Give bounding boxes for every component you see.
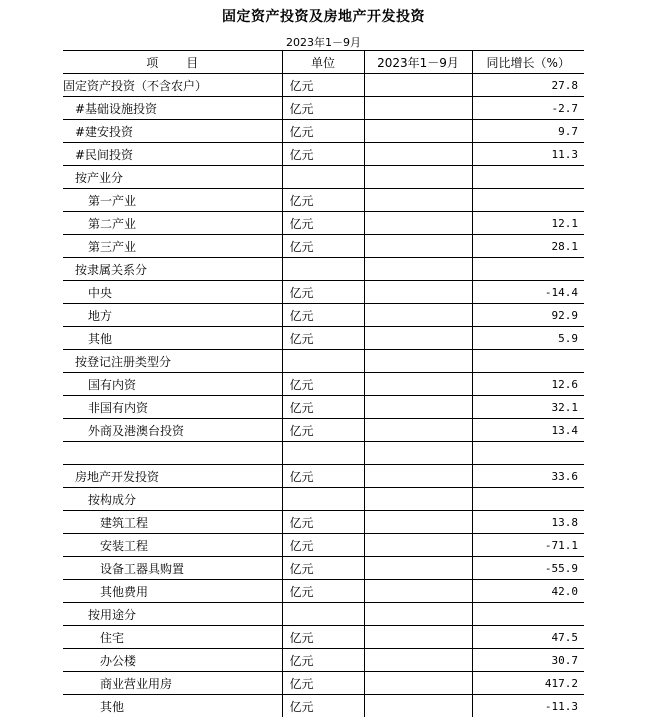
row-label: 第三产业 xyxy=(63,235,282,258)
table-row xyxy=(63,442,584,465)
table-row xyxy=(63,557,584,580)
table-row xyxy=(63,212,584,235)
row-unit: 亿元 xyxy=(282,212,364,235)
row-growth: 11.3 xyxy=(472,143,584,166)
row-label: 设备工器具购置 xyxy=(63,557,282,580)
row-value xyxy=(364,534,472,557)
row-label: 按用途分 xyxy=(63,603,282,626)
table-row xyxy=(63,465,584,488)
row-label: 住宅 xyxy=(63,626,282,649)
table-row xyxy=(63,304,584,327)
row-label: 中央 xyxy=(63,281,282,304)
row-unit: 亿元 xyxy=(282,580,364,603)
row-value xyxy=(364,258,472,281)
row-unit: 亿元 xyxy=(282,626,364,649)
row-label: 外商及港澳台投资 xyxy=(63,419,282,442)
row-unit xyxy=(282,603,364,626)
row-growth: 12.6 xyxy=(472,373,584,396)
row-label: 按构成分 xyxy=(63,488,282,511)
row-growth xyxy=(472,442,584,465)
row-value xyxy=(364,166,472,189)
investment-table xyxy=(63,50,584,717)
row-label: 按登记注册类型分 xyxy=(63,350,282,373)
row-value xyxy=(364,511,472,534)
row-unit: 亿元 xyxy=(282,189,364,212)
row-unit: 亿元 xyxy=(282,281,364,304)
table-row xyxy=(63,74,584,97)
table-row xyxy=(63,281,584,304)
row-value xyxy=(364,304,472,327)
row-growth: -14.4 xyxy=(472,281,584,304)
row-value xyxy=(364,281,472,304)
table-row xyxy=(63,649,584,672)
row-value xyxy=(364,396,472,419)
row-label: 其他 xyxy=(63,327,282,350)
row-value xyxy=(364,74,472,97)
table-row xyxy=(63,258,584,281)
row-unit: 亿元 xyxy=(282,511,364,534)
row-growth: 30.7 xyxy=(472,649,584,672)
table-row xyxy=(63,373,584,396)
row-value xyxy=(364,350,472,373)
header-growth: 同比增长（%） xyxy=(472,51,584,74)
row-unit: 亿元 xyxy=(282,120,364,143)
row-value xyxy=(364,442,472,465)
row-unit xyxy=(282,258,364,281)
row-unit xyxy=(282,166,364,189)
row-label xyxy=(63,442,282,465)
row-unit: 亿元 xyxy=(282,327,364,350)
row-label: 国有内资 xyxy=(63,373,282,396)
row-label: 按隶属关系分 xyxy=(63,258,282,281)
row-value xyxy=(364,373,472,396)
row-value xyxy=(364,189,472,212)
row-growth: -11.3 xyxy=(472,695,584,718)
row-unit: 亿元 xyxy=(282,557,364,580)
row-value xyxy=(364,488,472,511)
row-label: 其他 xyxy=(63,695,282,718)
row-growth: -2.7 xyxy=(472,97,584,120)
table-row xyxy=(63,235,584,258)
table-row xyxy=(63,534,584,557)
table-row xyxy=(63,189,584,212)
row-growth: 5.9 xyxy=(472,327,584,350)
table-row xyxy=(63,350,584,373)
table-header-row xyxy=(63,51,584,74)
row-unit: 亿元 xyxy=(282,396,364,419)
row-unit xyxy=(282,350,364,373)
row-growth: 28.1 xyxy=(472,235,584,258)
header-period: 2023年1－9月 xyxy=(364,51,472,74)
row-label: 商业营业用房 xyxy=(63,672,282,695)
row-unit: 亿元 xyxy=(282,465,364,488)
table-row xyxy=(63,97,584,120)
row-label: 地方 xyxy=(63,304,282,327)
table-row xyxy=(63,419,584,442)
row-unit: 亿元 xyxy=(282,649,364,672)
row-value xyxy=(364,603,472,626)
row-label: 建筑工程 xyxy=(63,511,282,534)
table-row xyxy=(63,396,584,419)
row-value xyxy=(364,626,472,649)
row-growth xyxy=(472,189,584,212)
row-label: 第一产业 xyxy=(63,189,282,212)
row-value xyxy=(364,327,472,350)
row-value xyxy=(364,235,472,258)
row-unit xyxy=(282,488,364,511)
table-row xyxy=(63,672,584,695)
row-value xyxy=(364,97,472,120)
row-growth: 13.8 xyxy=(472,511,584,534)
row-unit: 亿元 xyxy=(282,304,364,327)
table-row xyxy=(63,695,584,718)
row-growth: 92.9 xyxy=(472,304,584,327)
row-value xyxy=(364,465,472,488)
row-growth: 13.4 xyxy=(472,419,584,442)
table-row xyxy=(63,488,584,511)
table-row xyxy=(63,626,584,649)
row-label: #建安投资 xyxy=(63,120,282,143)
row-value xyxy=(364,143,472,166)
row-unit: 亿元 xyxy=(282,97,364,120)
row-growth: -71.1 xyxy=(472,534,584,557)
period-subtitle: 2023年1－9月 xyxy=(286,36,361,49)
row-label: 固定资产投资（不含农户） xyxy=(63,74,282,97)
row-label: #民间投资 xyxy=(63,143,282,166)
row-growth: 9.7 xyxy=(472,120,584,143)
row-unit: 亿元 xyxy=(282,419,364,442)
table-row xyxy=(63,603,584,626)
row-unit: 亿元 xyxy=(282,695,364,718)
row-growth: 417.2 xyxy=(472,672,584,695)
row-label: 办公楼 xyxy=(63,649,282,672)
row-value xyxy=(364,557,472,580)
row-label: 其他费用 xyxy=(63,580,282,603)
row-growth: 33.6 xyxy=(472,465,584,488)
row-label: 非国有内资 xyxy=(63,396,282,419)
header-unit: 单位 xyxy=(282,51,364,74)
row-label: 按产业分 xyxy=(63,166,282,189)
row-growth: 32.1 xyxy=(472,396,584,419)
row-unit: 亿元 xyxy=(282,74,364,97)
row-label: 安装工程 xyxy=(63,534,282,557)
row-growth xyxy=(472,603,584,626)
row-label: 房地产开发投资 xyxy=(63,465,282,488)
row-value xyxy=(364,212,472,235)
row-growth xyxy=(472,488,584,511)
row-growth xyxy=(472,350,584,373)
row-label: #基础设施投资 xyxy=(63,97,282,120)
row-growth xyxy=(472,258,584,281)
row-unit: 亿元 xyxy=(282,672,364,695)
row-unit: 亿元 xyxy=(282,534,364,557)
row-growth: 12.1 xyxy=(472,212,584,235)
row-value xyxy=(364,419,472,442)
row-growth: -55.9 xyxy=(472,557,584,580)
row-value xyxy=(364,120,472,143)
table-row xyxy=(63,120,584,143)
table-row xyxy=(63,166,584,189)
row-label: 第二产业 xyxy=(63,212,282,235)
row-value xyxy=(364,672,472,695)
header-item: 项目 xyxy=(63,51,282,74)
row-growth: 47.5 xyxy=(472,626,584,649)
row-value xyxy=(364,580,472,603)
row-growth: 42.0 xyxy=(472,580,584,603)
row-growth xyxy=(472,166,584,189)
page-title: 固定资产投资及房地产开发投资 xyxy=(222,9,425,25)
row-unit: 亿元 xyxy=(282,235,364,258)
row-value xyxy=(364,695,472,718)
row-unit xyxy=(282,442,364,465)
row-growth: 27.8 xyxy=(472,74,584,97)
table-row xyxy=(63,327,584,350)
table-row xyxy=(63,511,584,534)
row-unit: 亿元 xyxy=(282,143,364,166)
table-row xyxy=(63,580,584,603)
row-value xyxy=(364,649,472,672)
table-row xyxy=(63,143,584,166)
row-unit: 亿元 xyxy=(282,373,364,396)
